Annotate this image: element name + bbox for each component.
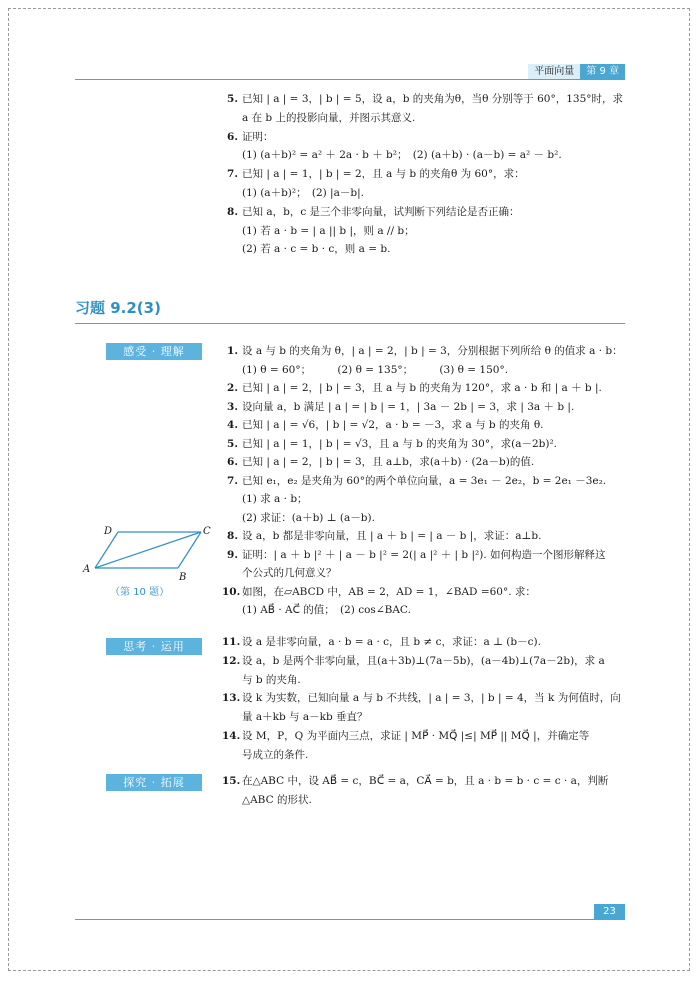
exercise-text: 已知 | a | = 2，| b | = 3，且 a 与 b 的夹角为 120°，求 a · b 和 | a ＋ b |. xyxy=(242,382,602,394)
exercise-line xyxy=(222,791,632,810)
exercise-text: 在△ABC 中，设 AB⃗ = c，BC⃗ = a，CA⃗ = b，且 a · b = b · c = c · a，判断 xyxy=(242,775,609,787)
exercise-item xyxy=(222,398,632,417)
exercise-text: 已知 | a | = 2，| b | = 3，且 a⊥b，求(a＋b) · (2a－b)的值. xyxy=(242,456,535,468)
exercise-group-2 xyxy=(222,633,632,765)
exercise-number: 8. xyxy=(227,530,238,542)
exercise-number xyxy=(222,791,238,810)
header-rule xyxy=(75,79,625,80)
exercise-item xyxy=(222,472,632,491)
label-c: C xyxy=(203,526,211,537)
exercise-text: (1) (a＋b)² = a² ＋ 2a · b ＋ b²； (2) (a＋b) · (a－b) = a² － b². xyxy=(242,149,562,162)
exercise-text: 设 k 为实数，已知向量 a 与 b 不共线，| a | = 3，| b | = 4，当 k 为何值时，向 xyxy=(242,692,621,705)
exercise-item xyxy=(222,689,632,708)
exercise-number xyxy=(222,509,238,528)
exercise-line xyxy=(222,361,632,380)
exercise-number xyxy=(222,601,238,620)
exercise-text: 证明：| a ＋ b |² ＋ | a － b |² = 2(| a |² ＋ | b |²). 如何构造一个图形解释这 xyxy=(242,548,606,561)
exercise-line xyxy=(222,509,632,528)
exercise-line xyxy=(222,564,632,583)
exercise-line xyxy=(222,222,632,241)
exercise-text: (1) 求 a · b； xyxy=(242,493,308,505)
exercise-number: 3. xyxy=(227,400,238,413)
exercise-number xyxy=(222,240,238,259)
exercise-item xyxy=(222,546,632,565)
exercise-text: 与 b 的夹角. xyxy=(242,673,301,686)
exercise-line xyxy=(222,184,632,203)
footer-rule xyxy=(75,919,625,920)
exercise-number: 14. xyxy=(222,729,241,742)
exercise-text: 设 a，b 都是非零向量，且 | a ＋ b | = | a － b |，求证：a⊥b. xyxy=(242,530,542,542)
label-d: D xyxy=(104,526,113,537)
exercise-text: (2) 若 a · c = b · c，则 a = b. xyxy=(242,243,391,256)
exercise-group-1 xyxy=(222,342,632,620)
exercise-number xyxy=(222,361,238,380)
exercise-number xyxy=(222,146,238,165)
exercise-number xyxy=(222,184,238,203)
exercise-item xyxy=(222,772,632,791)
exercise-text: 证明： xyxy=(242,130,274,143)
exercise-text: 设 a 与 b 的夹角为 θ，| a | = 2，| b | = 3，分别根据下列所给 θ 的值求 a · b： xyxy=(242,345,623,357)
exercise-text: 设 a 是非零向量，a · b = a · c，且 b ≠ c，求证：a ⊥ (b－c). xyxy=(242,636,541,648)
exercise-number xyxy=(222,564,238,583)
exercise-number: 7. xyxy=(227,474,238,487)
exercise-number: 1. xyxy=(227,345,238,357)
exercise-text: 如图，在▱ABCD 中，AB = 2，AD = 1，∠BAD =60°. 求： xyxy=(242,585,536,598)
exercise-line xyxy=(222,746,632,765)
exercise-item xyxy=(222,633,632,652)
exercise-line xyxy=(222,490,632,509)
exercise-text: 已知 | a | = 1，| b | = √3，且 a 与 b 的夹角为 30°，求(a－2b)². xyxy=(242,437,557,450)
exercise-item xyxy=(222,128,632,147)
exercise-item xyxy=(222,416,632,435)
exercise-number: 12. xyxy=(222,654,241,667)
exercise-number: 5. xyxy=(227,437,238,450)
exercise-text: (1) 若 a · b = | a || b |，则 a // b； xyxy=(242,224,415,237)
exercise-text: 设 M，P，Q 为平面内三点，求证 | MP⃗ · MQ⃗ |≤| MP⃗ || MQ⃗ |，并确定等 xyxy=(242,729,590,742)
exercise-number: 5. xyxy=(227,93,238,105)
exercise-number: 4. xyxy=(227,419,238,431)
exercise-number: 2. xyxy=(227,382,238,394)
exercise-text: 号成立的条件. xyxy=(242,748,309,761)
exercise-item xyxy=(222,342,632,361)
exercise-item xyxy=(222,727,632,746)
exercise-line xyxy=(222,601,632,620)
exercise-text: 已知 | a | = √6，| b | = √2，a · b = －3，求 a 与 b 的夹角 θ. xyxy=(242,419,544,431)
section-title: 习题 9.2(3) xyxy=(75,299,161,317)
exercise-number: 9. xyxy=(227,548,238,561)
exercise-text: 已知 | a | = 3，| b | = 5，设 a，b 的夹角为θ，当θ 分别等于 60°，135°时，求 xyxy=(242,93,624,105)
exercise-line xyxy=(222,109,632,128)
exercise-text: 已知 e₁，e₂ 是夹角为 60°的两个单位向量，a = 3e₁ － 2e₂，b = 2e₁ －3e₂. xyxy=(242,474,607,487)
exercise-text: 个公式的几何意义？ xyxy=(242,567,337,579)
exercise-line xyxy=(222,708,632,727)
chapter-header xyxy=(528,64,625,79)
exercise-number: 15. xyxy=(222,775,241,787)
exercise-number: 10. xyxy=(222,585,241,598)
header-section: 平面向量 xyxy=(528,64,580,79)
badge-explore: 探究 · 拓展 xyxy=(106,774,202,791)
exercise-text: (1) (a＋b)²； (2) |a－b|. xyxy=(242,186,364,199)
exercise-text: 设 a，b 是两个非零向量，且(a＋3b)⊥(7a－5b)，(a－4b)⊥(7a－2b)，求 a xyxy=(242,654,605,667)
diagonal-ac xyxy=(95,532,201,568)
exercise-item xyxy=(222,435,632,454)
exercise-text: a 在 b 上的投影向量，并图示其意义. xyxy=(242,111,416,124)
exercise-line xyxy=(222,146,632,165)
label-a: A xyxy=(83,564,91,575)
badge-understand: 感受 · 理解 xyxy=(106,343,202,360)
exercise-number: 13. xyxy=(222,692,241,705)
exercise-number xyxy=(222,490,238,509)
exercise-item xyxy=(222,90,632,109)
exercise-number: 11. xyxy=(222,636,241,648)
exercise-number: 8. xyxy=(227,205,238,218)
exercise-item xyxy=(222,379,632,398)
exercise-text: 量 a＋kb 与 a－kb 垂直？ xyxy=(242,711,368,724)
exercise-item xyxy=(222,652,632,671)
exercise-item xyxy=(222,453,632,472)
figure-caption: （第 10 题） xyxy=(110,587,170,598)
side-da xyxy=(95,532,118,568)
exercise-number xyxy=(222,222,238,241)
exercise-line xyxy=(222,240,632,259)
exercise-text: (1) θ = 60°； (2) θ = 135°； (3) θ = 150°. xyxy=(242,363,509,376)
exercise-item xyxy=(222,203,632,222)
label-b: B xyxy=(179,572,187,583)
exercise-text: △ABC 的形状. xyxy=(242,793,312,806)
exercise-item xyxy=(222,527,632,546)
exercise-group-3 xyxy=(222,772,632,810)
section-rule xyxy=(75,323,625,324)
exercise-number xyxy=(222,671,238,690)
exercise-text: 设向量 a，b 满足 | a | = | b | = 1，| 3a － 2b | = 3，求 | 3a ＋ b |. xyxy=(242,400,575,413)
exercise-number: 7. xyxy=(227,168,238,181)
side-bc xyxy=(178,532,201,568)
badge-apply: 思考 · 运用 xyxy=(106,638,202,655)
exercise-number xyxy=(222,109,238,128)
exercise-item xyxy=(222,583,632,602)
exercise-line xyxy=(222,671,632,690)
exercise-text: (2) 求证：(a＋b) ⊥ (a－b). xyxy=(242,511,375,524)
exercise-text: 已知 a，b，c 是三个非零向量，试判断下列结论是否正确： xyxy=(242,205,520,218)
header-chapter: 第 9 章 xyxy=(580,64,625,79)
exercise-item xyxy=(222,165,632,184)
exercise-number: 6. xyxy=(227,456,238,468)
top-exercises xyxy=(222,90,632,259)
exercise-text: 已知 | a | = 1，| b | = 2，且 a 与 b 的夹角θ 为 60°，求： xyxy=(242,168,525,181)
exercise-number xyxy=(222,746,238,765)
page-number: 23 xyxy=(594,904,625,919)
exercise-number xyxy=(222,708,238,727)
exercise-number: 6. xyxy=(227,130,238,143)
exercise-text: (1) AB⃗ · AC⃗ 的值； (2) cos∠BAC. xyxy=(242,604,411,616)
